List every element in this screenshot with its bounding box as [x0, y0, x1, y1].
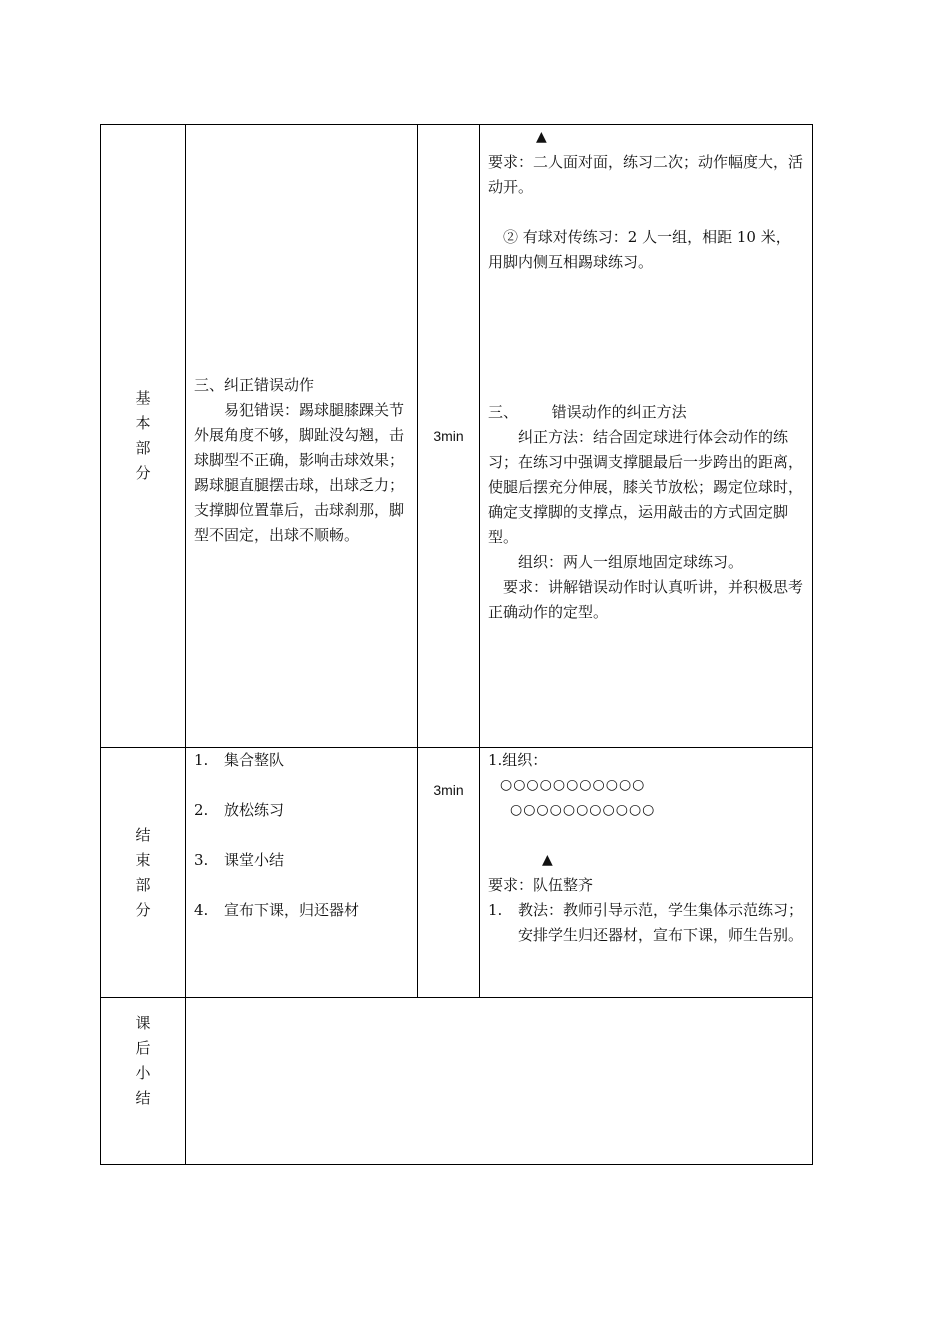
section-heading: 三、 错误动作的纠正方法 — [488, 403, 687, 421]
label-char: 小 — [135, 1064, 151, 1082]
formation-row-2: ○○○○○○○○○○○ — [510, 802, 656, 818]
ending-section-row — [101, 748, 813, 998]
content-body: 易犯错误：踢球腿膝踝关节外展角度不够，脚趾没勾翘，击球脚型不正确，影响击球效果；踢球腿直腿摆击球，出球乏力；支撑脚位置靠后，击球刹那，脚型不固定，出球不顺畅。 — [194, 401, 405, 544]
label-char: 后 — [135, 1039, 151, 1057]
basic-method-cell — [480, 125, 813, 748]
label-char: 结 — [135, 1089, 151, 1107]
ending-content-cell — [186, 748, 418, 998]
summary-content-cell — [186, 998, 813, 1165]
organize-text: 组织：两人一组原地固定球练习。 — [518, 553, 744, 571]
practice-text: ② 有球对传练习：2 人一组，相距 10 米，用脚内侧互相踢球练习。 — [488, 228, 791, 271]
content-title: 三、纠正错误动作 — [194, 376, 315, 394]
label-char: 分 — [135, 464, 151, 482]
summary-section-row — [101, 998, 813, 1165]
list-item: 1. 集合整队 — [194, 751, 285, 769]
basic-content-cell — [186, 125, 418, 748]
arrange-text: 安排学生归还器材，宣布下课，师生告别。 — [518, 926, 804, 944]
correction-text: 纠正方法：结合固定球进行体会动作的练习；在练习中强调支撑腿最后一步跨出的距离，使腿后摆充分伸展，膝关节放松；踢定位球时，确定支撑脚的支撑点，运用敲击的方式固定脚型。 — [488, 428, 804, 546]
list-item: 3. 课堂小结 — [194, 851, 285, 869]
summary-section-label — [101, 998, 186, 1165]
list-item: 4. 宣布下课，归还器材 — [194, 901, 360, 919]
basic-section-label — [101, 125, 186, 748]
label-char: 分 — [135, 900, 151, 919]
ending-section-label — [101, 748, 186, 998]
triangle-marker: ▲ — [542, 852, 553, 868]
label-char: 基 — [135, 389, 151, 407]
label-char: 束 — [135, 850, 151, 869]
list-item: 2. 放松练习 — [194, 801, 285, 819]
list-item: 1. 教法：教师引导示范，学生集体示范练习； — [488, 901, 804, 919]
organize-text: 1.组织： — [488, 751, 548, 769]
label-char: 本 — [135, 414, 151, 432]
triangle-marker: ▲ — [536, 129, 547, 145]
label-char: 部 — [135, 439, 151, 457]
label-char: 课 — [135, 1014, 151, 1032]
requirement-text: 要求：队伍整齐 — [488, 876, 594, 894]
basic-duration: 3min — [418, 125, 480, 748]
lesson-plan-table — [100, 124, 813, 1165]
label-char: 结 — [135, 825, 151, 844]
requirement-text: 要求：二人面对面，练习二次；动作幅度大，活动开。 — [488, 153, 804, 196]
formation-row-1: ○○○○○○○○○○○ — [500, 777, 646, 793]
label-char: 部 — [135, 875, 151, 894]
basic-section-row — [101, 125, 813, 748]
requirement-text: 要求：讲解错误动作时认真听讲，并积极思考正确动作的定型。 — [488, 578, 804, 621]
ending-duration: 3min — [418, 748, 480, 998]
ending-method-cell — [480, 748, 813, 998]
